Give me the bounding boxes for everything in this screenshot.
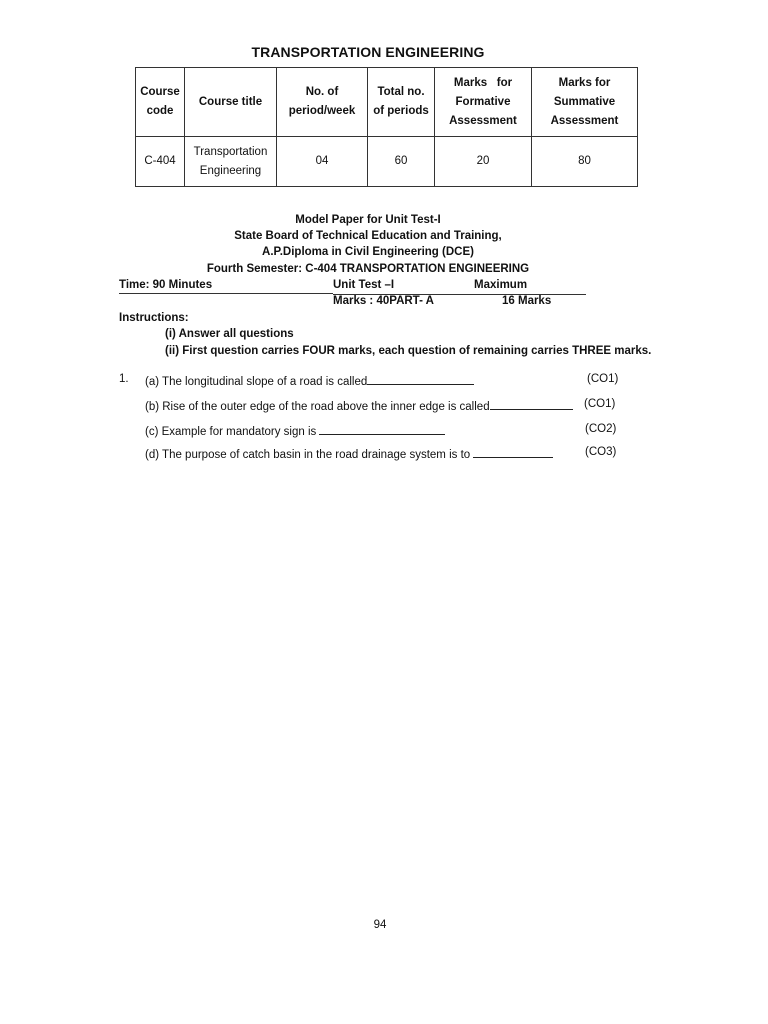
question-part-d: (d) The purpose of catch basin in the road drainage system is to: [145, 446, 553, 461]
question-number: 1.: [119, 373, 129, 385]
instruction-item: (ii) First question carries FOUR marks, each question of remaining carries THREE marks.: [165, 345, 652, 357]
answer-blank[interactable]: [367, 373, 474, 385]
table-header-row: [136, 68, 638, 137]
cell-course-title: Transportation Engineering: [185, 137, 277, 187]
part-marks-label: 16 Marks: [502, 295, 552, 307]
header-course-code: Course code: [136, 68, 185, 137]
header-formative-marks: Marks for Formative Assessment: [435, 68, 532, 137]
document-title: TRANSPORTATION ENGINEERING: [251, 44, 485, 60]
co-label: (CO1): [584, 398, 616, 410]
question-part-b: (b) Rise of the outer edge of the road above the inner edge is called: [145, 398, 573, 413]
cell-summative-marks: 80: [532, 137, 638, 187]
answer-blank[interactable]: [473, 446, 553, 458]
course-table: [135, 67, 638, 187]
co-label: (CO3): [585, 446, 617, 458]
cell-course-code: C-404: [136, 137, 185, 187]
time-label: Time: 90 Minutes: [119, 279, 213, 291]
co-label: (CO1): [587, 373, 619, 385]
header-summative-marks: Marks for Summative Assessment: [532, 68, 638, 137]
co-label: (CO2): [585, 423, 617, 435]
cell-total-periods: 60: [368, 137, 435, 187]
time-rule: [119, 293, 333, 294]
question-part-c: (c) Example for mandatory sign is: [145, 423, 445, 438]
unit-test-label: Unit Test –I: [333, 279, 395, 291]
instruction-item: (i) Answer all questions: [165, 328, 294, 340]
table-row: [136, 137, 638, 187]
marks-part-label: Marks : 40PART- A: [333, 295, 434, 307]
header-course-title: Course title: [185, 68, 277, 137]
paper-heading-line3: A.P.Diploma in Civil Engineering (DCE): [262, 246, 474, 258]
cell-periods-per-week: 04: [277, 137, 368, 187]
maximum-label: Maximum: [474, 279, 528, 291]
header-total-periods: Total no. of periods: [368, 68, 435, 137]
paper-heading-line4: Fourth Semester: C-404 TRANSPORTATION ENGINEERING: [206, 263, 530, 275]
paper-heading-line1: Model Paper for Unit Test-I: [295, 214, 441, 226]
answer-blank[interactable]: [490, 398, 573, 410]
page-number: 94: [373, 919, 387, 931]
instructions-heading: Instructions:: [119, 312, 189, 324]
paper-heading-line2: State Board of Technical Education and Training,: [234, 230, 502, 242]
header-periods-per-week: No. of period/week: [277, 68, 368, 137]
cell-formative-marks: 20: [435, 137, 532, 187]
question-part-a: (a) The longitudinal slope of a road is called: [145, 373, 474, 388]
answer-blank[interactable]: [319, 423, 445, 435]
